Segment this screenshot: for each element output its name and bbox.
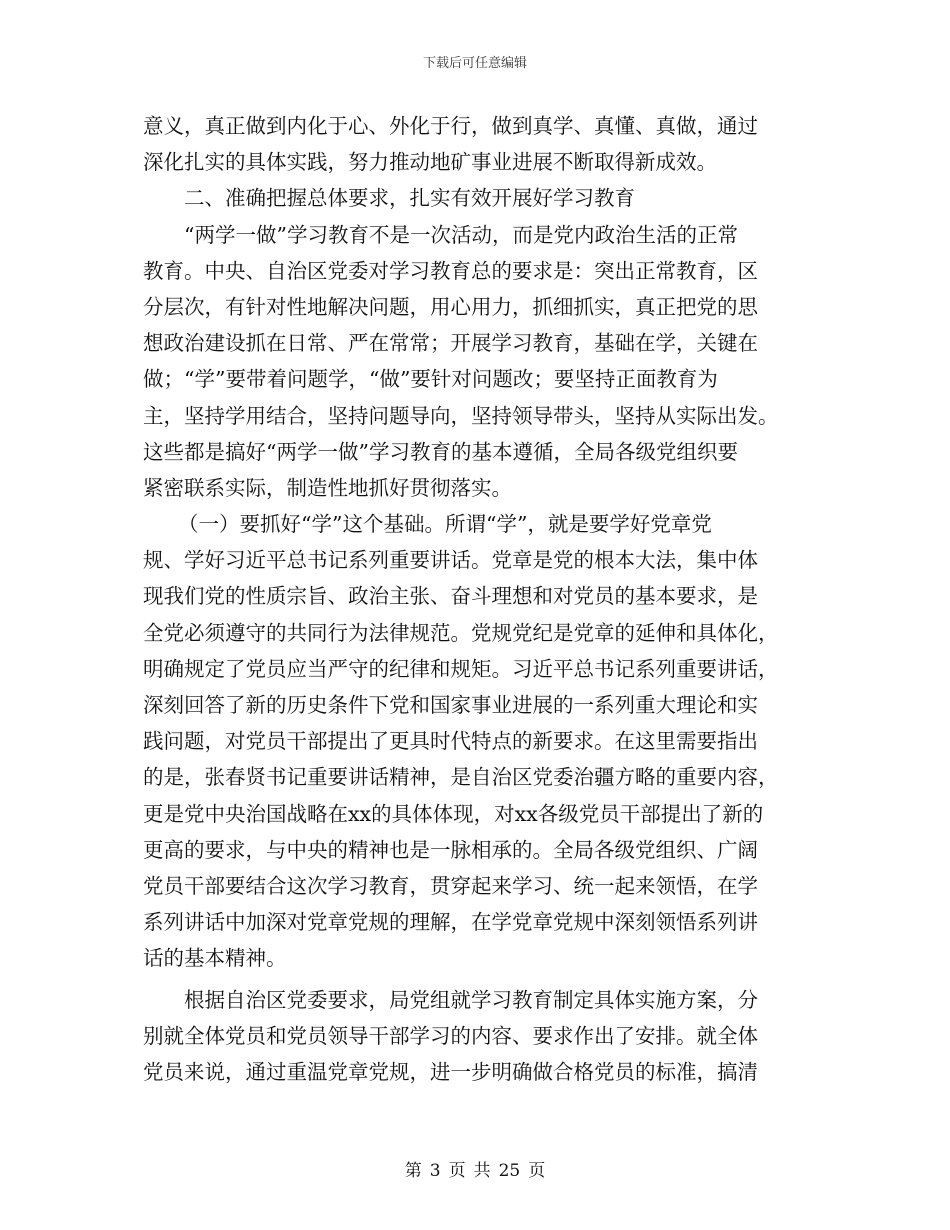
- text-line: 话的基本精神。: [143, 946, 287, 971]
- footer-prefix: 第: [404, 1161, 422, 1181]
- text-line: 教育。中央、自治区党委对学习教育总的要求是：突出正常教育，区: [143, 258, 758, 283]
- document-body: [143, 108, 811, 1090]
- footer-current-page: 3: [429, 1161, 441, 1181]
- text-line: “两学一做”学习教育不是一次活动，而是党内政治生活的正常: [184, 222, 738, 247]
- footer-suffix: 页: [528, 1161, 546, 1181]
- text-line: 党员干部要结合这次学习教育，贯穿起来学习、统一起来领悟，在学: [143, 873, 758, 898]
- text-line: 现我们党的性质宗旨、政治主张、奋斗理想和对党员的基本要求，是: [143, 584, 758, 609]
- text-line: 做；“学”要带着问题学，“做”要针对问题改；要坚持正面教育为: [143, 367, 718, 392]
- text-line: 根据自治区党委要求，局党组就学习教育制定具体实施方案，分: [184, 987, 758, 1012]
- text-line: 别就全体党员和党员领导干部学习的内容、要求作出了安排。就全体: [143, 1023, 758, 1048]
- text-line: 分层次，有针对性地解决问题，用心用力，抓细抓实，真正把党的思: [143, 294, 758, 319]
- header-note: 下载后可任意编辑: [422, 56, 527, 71]
- text-line: 全党必须遵守的共同行为法律规范。党规党纪是党章的延伸和具体化，: [143, 620, 779, 645]
- text-line: 主，坚持学用结合，坚持问题导向，坚持领导带头，坚持从实际出发。: [143, 403, 779, 428]
- text-line: 明确规定了党员应当严守的纪律和规矩。习近平总书记系列重要讲话，: [143, 656, 779, 681]
- text-line: 践问题，对党员干部提出了更具时代特点的新要求。在这里需要指出: [143, 729, 758, 754]
- text-line: 更是党中央治国战略在xx的具体体现，对xx各级党员干部提出了新的: [143, 801, 764, 826]
- text-line: 这些都是搞好“两学一做”学习教育的基本遵循，全局各级党组织要: [143, 439, 738, 464]
- text-line: 规、学好习近平总书记系列重要讲话。党章是党的根本大法，集中体: [143, 548, 758, 573]
- footer-total-word: 共: [473, 1161, 491, 1181]
- page-footer: [0, 1156, 950, 1181]
- text-line: 意义，真正做到内化于心、外化于行，做到真学、真懂、真做，通过: [143, 114, 758, 138]
- text-line: 深化扎实的具体实践，努力推动地矿事业进展不断取得新成效。: [143, 150, 717, 175]
- text-line: 更高的要求，与中央的精神也是一脉相承的。全局各级党组织、广阔: [143, 837, 758, 862]
- footer-page-word: 页: [448, 1161, 466, 1181]
- footer-total-pages: 25: [498, 1161, 521, 1181]
- text-line: 想政治建设抓在日常、严在常常；开展学习教育，基础在学，关键在: [143, 331, 758, 356]
- text-line: 深刻回答了新的历史条件下党和国家事业进展的一系列重大理论和实: [143, 693, 758, 717]
- section-heading: 二、准确把握总体要求，扎实有效开展好学习教育: [184, 186, 635, 211]
- subsection-heading-line: （一）要抓好“学”这个基础。所谓“学”，就是要学好党章党: [178, 512, 712, 537]
- text-line: 的是，张春贤书记重要讲话精神，是自治区党委治疆方略的重要内容，: [143, 765, 779, 790]
- text-line: 系列讲话中加深对党章党规的理解，在学党章党规中深刻领悟系列讲: [143, 910, 758, 935]
- text-line: 紧密联系实际，制造性地抓好贯彻落实。: [143, 475, 512, 500]
- text-line: 党员来说，通过重温党章党规，进一步明确做合格党员的标准，搞清: [143, 1059, 758, 1084]
